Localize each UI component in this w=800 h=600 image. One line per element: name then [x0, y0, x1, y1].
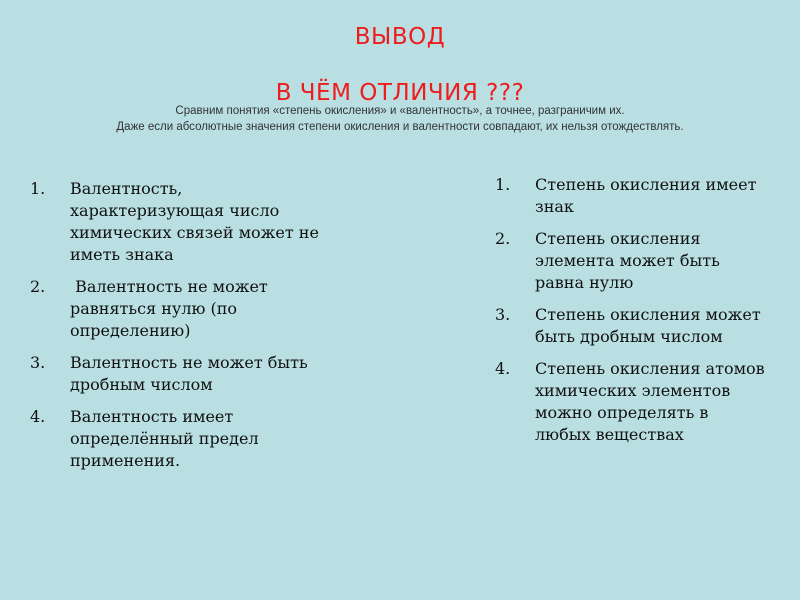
list-text: Валентность, характеризующая число химических связей может не иметь знака — [70, 179, 319, 264]
list-item — [30, 406, 330, 472]
list-item — [495, 304, 765, 348]
list-number: 3. — [30, 353, 46, 372]
list-text: Степень окисления имеет знак — [535, 175, 757, 216]
list-text: Валентность не может быть дробным числом — [70, 353, 308, 394]
list-number: 3. — [495, 305, 511, 324]
list-text: Валентность имеет определённый предел применения. — [70, 407, 259, 470]
list-text: Степень окисления атомов химических элементов можно определять в любых веществах — [535, 359, 765, 444]
valence-list — [30, 178, 330, 482]
list-number: 4. — [30, 407, 46, 426]
list-item — [30, 352, 330, 396]
list-item — [30, 178, 330, 266]
list-text: Валентность не может равняться нулю (по определению) — [70, 277, 273, 340]
list-item — [495, 228, 765, 294]
intro-line-2: Даже если абсолютные значения степени окисления и валентности совпадают, их нельзя отождествлять. — [116, 121, 684, 133]
list-number: 2. — [30, 277, 46, 296]
list-number: 4. — [495, 359, 511, 378]
intro-line-1: Сравним понятия «степень окисления» и «валентность», а точнее, разграничим их. — [175, 105, 625, 117]
list-item — [495, 358, 765, 446]
oxidation-state-list — [495, 174, 765, 456]
list-number: 1. — [495, 175, 511, 194]
list-number: 2. — [495, 229, 511, 248]
slide-heading: В ЧЁМ ОТЛИЧИЯ ??? — [275, 80, 525, 106]
list-item — [30, 276, 330, 342]
slide-title: ВЫВОД — [354, 24, 446, 50]
list-item — [495, 174, 765, 218]
list-number: 1. — [30, 179, 46, 198]
intro-text — [40, 103, 760, 135]
list-text: Степень окисления может быть дробным числом — [535, 305, 761, 346]
list-text: Степень окисления элемента может быть равна нулю — [535, 229, 720, 292]
